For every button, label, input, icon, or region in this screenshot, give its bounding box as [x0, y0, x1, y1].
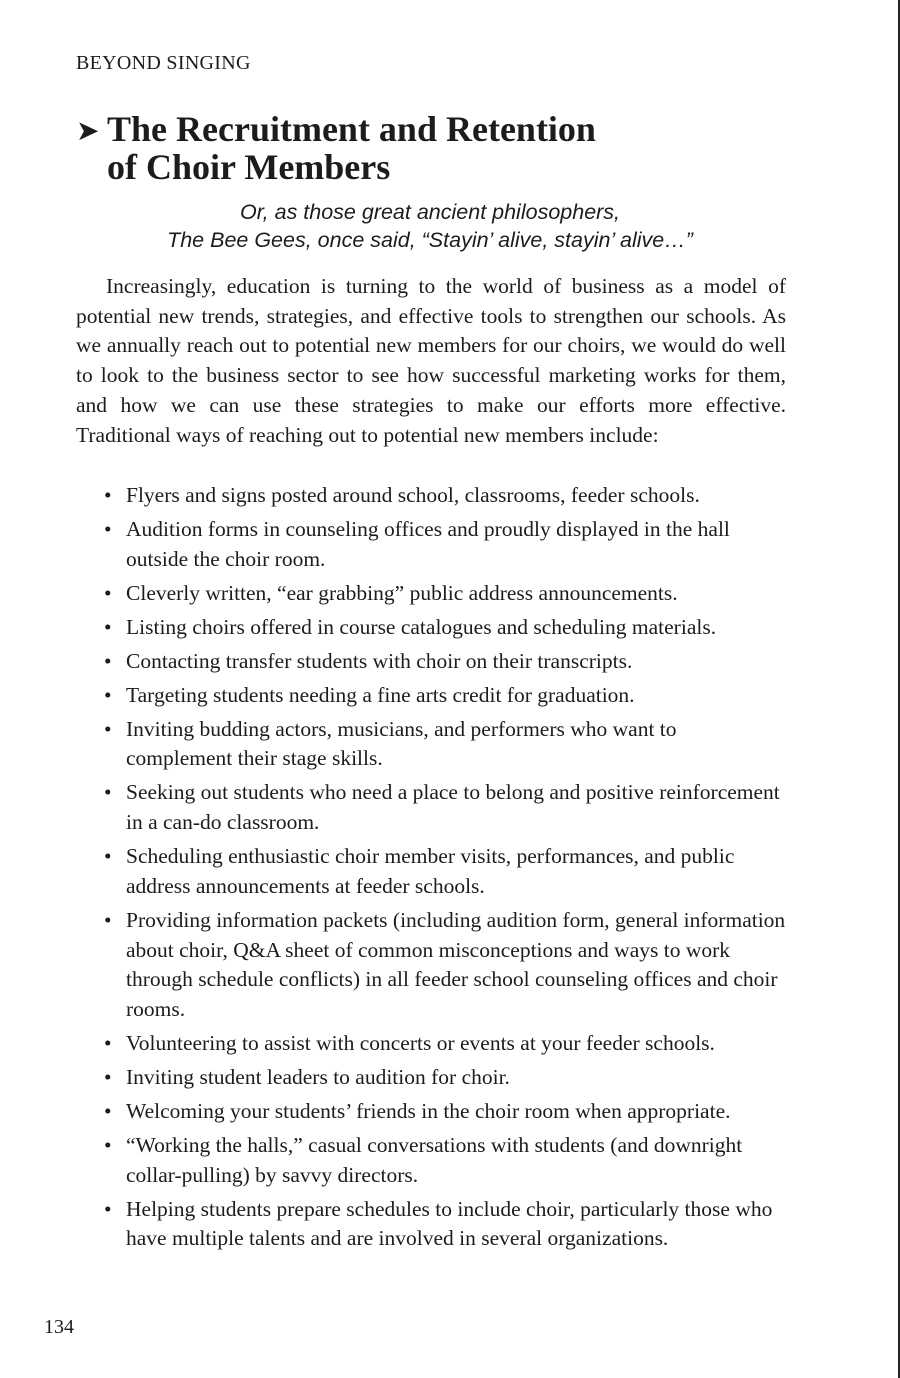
- list-item-text: Seeking out students who need a place to belong and positive reinforcement in a can-do classroom.: [126, 780, 780, 835]
- bullet-dot-icon: •: [104, 580, 112, 605]
- running-head: BEYOND SINGING: [76, 52, 251, 74]
- list-item: [76, 613, 786, 643]
- list-item: [76, 515, 786, 574]
- list-item-text: Audition forms in counseling offices and proudly displayed in the hall outside the choir room.: [126, 517, 730, 571]
- list-item-text: Contacting transfer students with choir on their transcripts.: [126, 648, 633, 673]
- list-item-text: Listing choirs offered in course catalogues and scheduling materials.: [126, 614, 717, 639]
- list-item: [76, 579, 786, 609]
- list-item-text: Scheduling enthusiastic choir member visits, performances, and public address announcements at feeder schools.: [126, 844, 735, 898]
- intro-paragraph: Increasingly, education is turning to the world of business as a model of potential new trends, strategies, and effective tools to strengthen our schools. As we annually reach out to potential new members for our choirs, we would do well to look to the business sector to see how successful marketing works for them, and how we can use these strategies to make our efforts more effective. Traditional ways of reaching out to potential new members include:: [76, 274, 786, 447]
- bullet-dot-icon: •: [104, 682, 112, 707]
- list-item: [76, 681, 786, 711]
- bullet-dot-icon: •: [104, 1064, 112, 1089]
- list-item: [76, 647, 786, 677]
- list-item-text: Cleverly written, “ear grabbing” public address announcements.: [126, 580, 678, 605]
- recruitment-list: [76, 481, 786, 1258]
- list-item: [76, 1097, 786, 1127]
- section-title-text: [107, 110, 796, 186]
- list-item-text: Welcoming your students’ friends in the choir room when appropriate.: [126, 1098, 731, 1123]
- list-item-text: Helping students prepare schedules to include choir, particularly those who have multiple talents and are involved in several organizations.: [126, 1196, 773, 1251]
- list-item-text: Targeting students needing a fine arts credit for graduation.: [126, 682, 635, 707]
- epigraph-line-1: Or, as those great ancient philosophers,: [239, 200, 621, 224]
- bullet-dot-icon: •: [104, 1132, 112, 1157]
- list-item: [76, 1195, 786, 1254]
- bullet-dot-icon: •: [104, 844, 112, 869]
- bullet-dot-icon: •: [104, 780, 112, 805]
- list-item-text: “Working the halls,” casual conversations with students (and downright collar-pulling) by savvy directors.: [126, 1132, 743, 1187]
- epigraph-line-2: The Bee Gees, once said, “Stayin’ alive, stayin’ alive…”: [167, 228, 693, 252]
- list-item-text: Inviting student leaders to audition for choir.: [126, 1064, 510, 1089]
- title-line-2: of Choir Members: [107, 147, 391, 187]
- list-item: [76, 778, 786, 837]
- bullet-dot-icon: •: [104, 648, 112, 673]
- list-item-text: Flyers and signs posted around school, classrooms, feeder schools.: [126, 483, 700, 507]
- bullet-dot-icon: •: [104, 1196, 112, 1221]
- list-item-text: Volunteering to assist with concerts or events at your feeder schools.: [126, 1030, 715, 1055]
- page-number: 134: [44, 1316, 74, 1338]
- list-item: [76, 481, 786, 511]
- bullet-dot-icon: •: [104, 907, 112, 932]
- title-line-1: The Recruitment and Retention: [107, 109, 596, 149]
- list-item: [76, 842, 786, 901]
- bullet-dot-icon: •: [104, 614, 112, 639]
- list-item: [76, 1131, 786, 1190]
- list-item: [76, 906, 786, 1025]
- bullet-dot-icon: •: [104, 483, 112, 507]
- arrow-bullet-icon: ➤: [76, 114, 100, 147]
- bullet-dot-icon: •: [104, 1030, 112, 1055]
- bullet-dot-icon: •: [104, 1098, 112, 1123]
- section-title: [76, 110, 796, 186]
- list-item: [76, 1063, 786, 1093]
- list-item: [76, 715, 786, 774]
- list-item-text: Inviting budding actors, musicians, and performers who want to complement their stage skills.: [126, 716, 677, 771]
- bullet-dot-icon: •: [104, 716, 112, 741]
- list-item: [76, 1029, 786, 1059]
- epigraph: [120, 198, 740, 254]
- bullet-dot-icon: •: [104, 517, 112, 541]
- list-item-text: Providing information packets (including audition form, general information about choir, Q&A sheet of common misconceptions and ways to work through schedule conflicts) in all feeder school counseling offices and choir rooms.: [126, 907, 786, 1021]
